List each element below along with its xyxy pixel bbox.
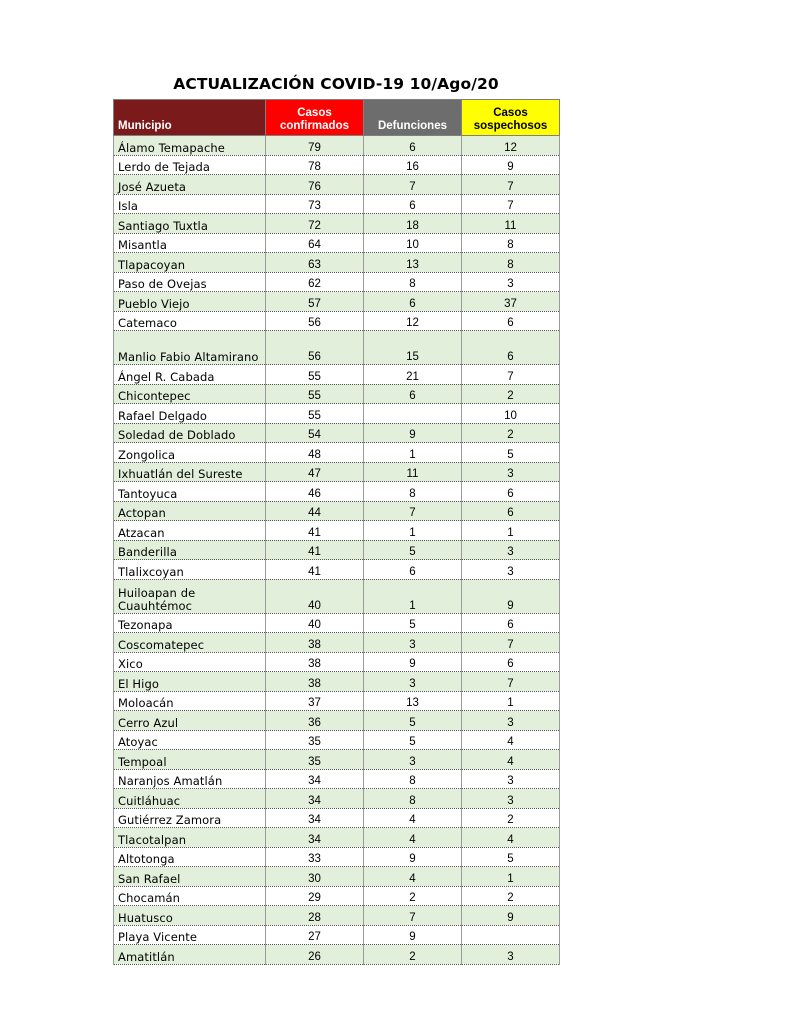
cell-casos-confirmados: 79	[266, 136, 364, 156]
cell-casos-sospechosos: 10	[462, 404, 560, 424]
cell-casos-sospechosos: 6	[462, 482, 560, 502]
cell-defunciones: 4	[364, 828, 462, 848]
cell-defunciones: 11	[364, 462, 462, 482]
cell-casos-sospechosos: 7	[462, 633, 560, 653]
cell-casos-confirmados: 37	[266, 691, 364, 711]
table-row	[114, 711, 560, 731]
cell-defunciones: 16	[364, 155, 462, 175]
cell-municipio: Tezonapa	[114, 613, 266, 633]
cell-casos-sospechosos	[462, 925, 560, 945]
table-row	[114, 691, 560, 711]
cell-municipio: Xico	[114, 652, 266, 672]
cell-casos-confirmados: 38	[266, 672, 364, 692]
cell-casos-confirmados: 38	[266, 633, 364, 653]
cell-municipio: El Higo	[114, 672, 266, 692]
cell-municipio: Tlapacoyan	[114, 253, 266, 273]
cell-defunciones: 8	[364, 789, 462, 809]
table-header-row	[114, 100, 560, 136]
cell-casos-sospechosos: 5	[462, 443, 560, 463]
table-row	[114, 750, 560, 770]
table-row	[114, 808, 560, 828]
cell-municipio: José Azueta	[114, 175, 266, 195]
cell-municipio: Gutiérrez Zamora	[114, 808, 266, 828]
cell-casos-sospechosos: 2	[462, 808, 560, 828]
cell-casos-sospechosos: 1	[462, 691, 560, 711]
table-row	[114, 272, 560, 292]
cell-casos-sospechosos: 9	[462, 906, 560, 926]
cell-casos-sospechosos: 12	[462, 136, 560, 156]
cell-municipio: Tlacotalpan	[114, 828, 266, 848]
table-row	[114, 789, 560, 809]
cell-casos-confirmados: 56	[266, 331, 364, 365]
cell-defunciones: 6	[364, 292, 462, 312]
table-row	[114, 847, 560, 867]
table-row	[114, 462, 560, 482]
cell-casos-confirmados: 62	[266, 272, 364, 292]
cell-casos-confirmados: 35	[266, 750, 364, 770]
cell-defunciones: 5	[364, 730, 462, 750]
cell-defunciones: 3	[364, 672, 462, 692]
cell-defunciones: 1	[364, 443, 462, 463]
cell-municipio: Tantoyuca	[114, 482, 266, 502]
cell-casos-confirmados: 30	[266, 867, 364, 887]
cell-municipio: Paso de Ovejas	[114, 272, 266, 292]
cell-casos-confirmados: 41	[266, 560, 364, 580]
cell-casos-confirmados: 76	[266, 175, 364, 195]
cell-casos-confirmados: 28	[266, 906, 364, 926]
table-row	[114, 730, 560, 750]
cell-defunciones: 9	[364, 423, 462, 443]
table-row	[114, 867, 560, 887]
cell-casos-sospechosos: 9	[462, 155, 560, 175]
cell-defunciones: 2	[364, 886, 462, 906]
page-title: ACTUALIZACIÓN COVID-19 10/Ago/20	[173, 75, 499, 93]
cell-casos-confirmados: 47	[266, 462, 364, 482]
cell-municipio: Álamo Temapache	[114, 136, 266, 156]
table-row	[114, 214, 560, 234]
cell-defunciones: 13	[364, 253, 462, 273]
cell-defunciones: 7	[364, 906, 462, 926]
cell-municipio: Chocamán	[114, 886, 266, 906]
cell-casos-sospechosos: 7	[462, 194, 560, 214]
cell-casos-sospechosos: 3	[462, 462, 560, 482]
cell-casos-sospechosos: 3	[462, 789, 560, 809]
cell-casos-sospechosos: 6	[462, 311, 560, 331]
cell-municipio: San Rafael	[114, 867, 266, 887]
cell-defunciones: 3	[364, 750, 462, 770]
cell-defunciones: 5	[364, 711, 462, 731]
cell-casos-confirmados: 73	[266, 194, 364, 214]
cell-defunciones: 3	[364, 633, 462, 653]
cell-municipio: Atzacan	[114, 521, 266, 541]
cell-municipio: Tempoal	[114, 750, 266, 770]
cell-casos-sospechosos: 6	[462, 652, 560, 672]
table-row	[114, 613, 560, 633]
cell-casos-sospechosos: 5	[462, 847, 560, 867]
cell-casos-confirmados: 44	[266, 501, 364, 521]
cell-casos-sospechosos: 6	[462, 331, 560, 365]
cell-casos-sospechosos: 3	[462, 540, 560, 560]
cell-casos-sospechosos: 11	[462, 214, 560, 234]
table-row	[114, 560, 560, 580]
table-row	[114, 194, 560, 214]
cell-defunciones: 7	[364, 501, 462, 521]
cell-casos-confirmados: 57	[266, 292, 364, 312]
table-row	[114, 906, 560, 926]
table-row	[114, 175, 560, 195]
cell-casos-confirmados: 72	[266, 214, 364, 234]
table-row	[114, 482, 560, 502]
cell-casos-confirmados: 26	[266, 945, 364, 965]
cell-defunciones: 5	[364, 613, 462, 633]
header-casos-confirmados: Casos confirmados	[266, 100, 364, 136]
table-row	[114, 769, 560, 789]
cell-casos-confirmados: 38	[266, 652, 364, 672]
cell-defunciones: 8	[364, 272, 462, 292]
table-row	[114, 423, 560, 443]
cell-casos-sospechosos: 2	[462, 423, 560, 443]
cell-defunciones	[364, 404, 462, 424]
cell-casos-sospechosos: 3	[462, 560, 560, 580]
covid-table	[113, 99, 560, 965]
cell-municipio: Manlio Fabio Altamirano	[114, 331, 266, 365]
cell-casos-confirmados: 27	[266, 925, 364, 945]
cell-defunciones: 6	[364, 560, 462, 580]
cell-casos-sospechosos: 8	[462, 233, 560, 253]
table-row	[114, 521, 560, 541]
cell-casos-confirmados: 56	[266, 311, 364, 331]
cell-casos-confirmados: 40	[266, 579, 364, 613]
cell-casos-confirmados: 55	[266, 384, 364, 404]
cell-defunciones: 9	[364, 652, 462, 672]
table-row	[114, 633, 560, 653]
cell-defunciones: 9	[364, 925, 462, 945]
cell-casos-confirmados: 34	[266, 828, 364, 848]
table-row	[114, 501, 560, 521]
cell-municipio: Tlalixcoyan	[114, 560, 266, 580]
table-row	[114, 652, 560, 672]
table-row	[114, 672, 560, 692]
cell-casos-confirmados: 41	[266, 540, 364, 560]
table-row	[114, 925, 560, 945]
cell-municipio: Amatitlán	[114, 945, 266, 965]
cell-defunciones: 9	[364, 847, 462, 867]
cell-municipio: Cerro Azul	[114, 711, 266, 731]
cell-municipio: Misantla	[114, 233, 266, 253]
table-row	[114, 945, 560, 965]
cell-municipio: Isla	[114, 194, 266, 214]
cell-casos-sospechosos: 3	[462, 769, 560, 789]
cell-municipio: Pueblo Viejo	[114, 292, 266, 312]
cell-defunciones: 4	[364, 867, 462, 887]
table-row	[114, 365, 560, 385]
cell-defunciones: 1	[364, 521, 462, 541]
cell-casos-confirmados: 63	[266, 253, 364, 273]
cell-municipio: Lerdo de Tejada	[114, 155, 266, 175]
cell-municipio: Banderilla	[114, 540, 266, 560]
cell-casos-confirmados: 40	[266, 613, 364, 633]
cell-defunciones: 2	[364, 945, 462, 965]
cell-defunciones: 7	[364, 175, 462, 195]
cell-casos-sospechosos: 1	[462, 521, 560, 541]
cell-defunciones: 8	[364, 482, 462, 502]
cell-defunciones: 12	[364, 311, 462, 331]
cell-casos-sospechosos: 2	[462, 384, 560, 404]
cell-municipio: Santiago Tuxtla	[114, 214, 266, 234]
table-row	[114, 886, 560, 906]
cell-casos-sospechosos: 6	[462, 613, 560, 633]
cell-municipio: Zongolica	[114, 443, 266, 463]
cell-municipio: Huiloapan de Cuauhtémoc	[114, 579, 266, 613]
table-row	[114, 253, 560, 273]
cell-defunciones: 18	[364, 214, 462, 234]
cell-municipio: Catemaco	[114, 311, 266, 331]
cell-casos-sospechosos: 3	[462, 272, 560, 292]
table-row	[114, 155, 560, 175]
cell-defunciones: 6	[364, 384, 462, 404]
cell-casos-confirmados: 78	[266, 155, 364, 175]
cell-casos-confirmados: 41	[266, 521, 364, 541]
table-row	[114, 384, 560, 404]
cell-casos-confirmados: 34	[266, 808, 364, 828]
cell-casos-confirmados: 46	[266, 482, 364, 502]
cell-casos-sospechosos: 2	[462, 886, 560, 906]
cell-municipio: Coscomatepec	[114, 633, 266, 653]
cell-municipio: Naranjos Amatlán	[114, 769, 266, 789]
cell-casos-confirmados: 29	[266, 886, 364, 906]
cell-casos-confirmados: 35	[266, 730, 364, 750]
cell-casos-sospechosos: 4	[462, 828, 560, 848]
table-row	[114, 233, 560, 253]
cell-casos-sospechosos: 3	[462, 711, 560, 731]
cell-municipio: Ixhuatlán del Sureste	[114, 462, 266, 482]
cell-municipio: Chicontepec	[114, 384, 266, 404]
table-row	[114, 292, 560, 312]
table-row	[114, 828, 560, 848]
table-row	[114, 579, 560, 613]
cell-casos-sospechosos: 7	[462, 672, 560, 692]
cell-defunciones: 10	[364, 233, 462, 253]
cell-casos-sospechosos: 9	[462, 579, 560, 613]
table-row	[114, 540, 560, 560]
cell-defunciones: 5	[364, 540, 462, 560]
header-defunciones: Defunciones	[364, 100, 462, 136]
header-municipio: Municipio	[114, 100, 266, 136]
cell-casos-confirmados: 54	[266, 423, 364, 443]
cell-casos-sospechosos: 8	[462, 253, 560, 273]
cell-defunciones: 1	[364, 579, 462, 613]
cell-defunciones: 4	[364, 808, 462, 828]
cell-casos-confirmados: 55	[266, 365, 364, 385]
cell-defunciones: 8	[364, 769, 462, 789]
cell-defunciones: 6	[364, 136, 462, 156]
cell-casos-confirmados: 48	[266, 443, 364, 463]
cell-defunciones: 13	[364, 691, 462, 711]
table-row	[114, 136, 560, 156]
cell-municipio: Altotonga	[114, 847, 266, 867]
cell-casos-sospechosos: 6	[462, 501, 560, 521]
cell-casos-sospechosos: 4	[462, 730, 560, 750]
cell-municipio: Ángel R. Cabada	[114, 365, 266, 385]
table-row	[114, 331, 560, 365]
cell-municipio: Cuitláhuac	[114, 789, 266, 809]
cell-defunciones: 6	[364, 194, 462, 214]
cell-casos-confirmados: 55	[266, 404, 364, 424]
cell-municipio: Rafael Delgado	[114, 404, 266, 424]
cell-defunciones: 21	[364, 365, 462, 385]
table-row	[114, 443, 560, 463]
cell-municipio: Moloacán	[114, 691, 266, 711]
cell-municipio: Actopan	[114, 501, 266, 521]
cell-casos-confirmados: 34	[266, 769, 364, 789]
cell-municipio: Huatusco	[114, 906, 266, 926]
cell-casos-confirmados: 64	[266, 233, 364, 253]
table-body	[114, 136, 560, 965]
table-row	[114, 311, 560, 331]
cell-municipio: Atoyac	[114, 730, 266, 750]
cell-casos-confirmados: 33	[266, 847, 364, 867]
cell-municipio: Soledad de Doblado	[114, 423, 266, 443]
cell-casos-confirmados: 34	[266, 789, 364, 809]
table-row	[114, 404, 560, 424]
cell-casos-sospechosos: 4	[462, 750, 560, 770]
cell-municipio: Playa Vicente	[114, 925, 266, 945]
cell-defunciones: 15	[364, 331, 462, 365]
cell-casos-sospechosos: 3	[462, 945, 560, 965]
cell-casos-sospechosos: 1	[462, 867, 560, 887]
cell-casos-sospechosos: 7	[462, 175, 560, 195]
header-casos-sospechosos: Casos sospechosos	[462, 100, 560, 136]
cell-casos-sospechosos: 37	[462, 292, 560, 312]
cell-casos-sospechosos: 7	[462, 365, 560, 385]
cell-casos-confirmados: 36	[266, 711, 364, 731]
